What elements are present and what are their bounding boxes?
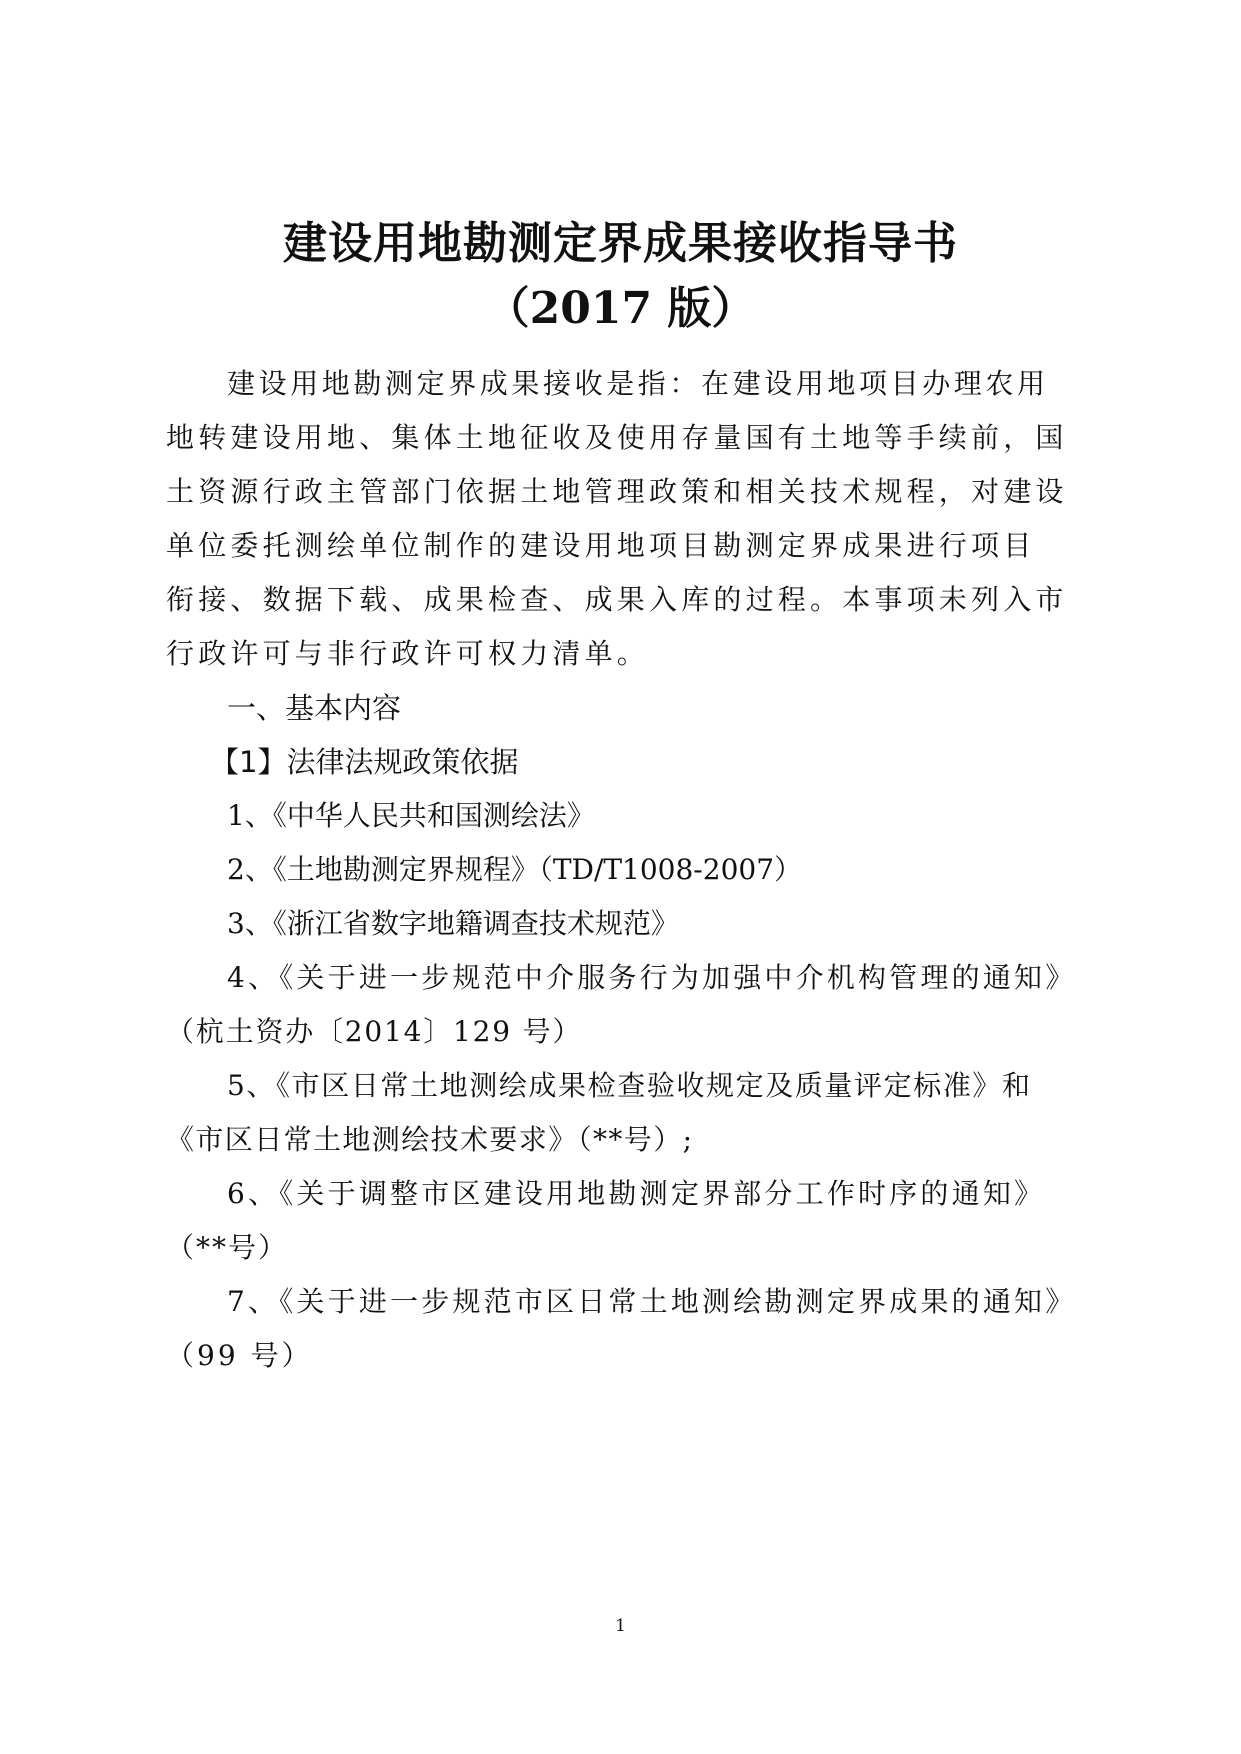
policy-item-7: 7、《关于进一步规范市区日常土地测绘勘测定界成果的通知》 [227,1285,1077,1318]
subsection-heading: 【1】法律法规政策依据 [210,745,519,779]
page-number: 1 [615,1616,626,1636]
intro-line-4: 单位委托测绘单位制作的建设用地项目勘测定界成果进行项目 [166,529,1036,562]
intro-line-6: 行政许可与非行政许可权力清单。 [166,637,650,670]
intro-line-3: 土资源行政主管部门依据土地管理政策和相关技术规程，对建设 [166,475,1068,508]
policy-item-3: 3、《浙江省数字地籍调查技术规范》 [227,907,679,940]
policy-item-4-continuation: （杭土资办〔2014〕129 号） [166,1015,583,1048]
policy-item-5: 5、《市区日常土地测绘成果检查验收规定及质量评定标准》和 [227,1069,1032,1102]
document-subtitle: （2017 版） [485,283,756,334]
policy-item-5-continuation: 《市区日常土地测绘技术要求》（**号）; [166,1123,694,1156]
policy-item-1: 1、《中华人民共和国测绘法》 [227,799,595,832]
policy-item-6-continuation: （**号） [166,1231,289,1264]
section-heading: 一、基本内容 [227,691,402,725]
policy-item-4: 4、《关于进一步规范中介服务行为加强中介机构管理的通知》 [227,961,1077,994]
policy-item-2: 2、《土地勘测定界规程》（TD/T1008-2007） [227,853,803,886]
intro-line-5: 衔接、数据下载、成果检查、成果入库的过程。本事项未列入市 [166,583,1068,616]
policy-item-6: 6、《关于调整市区建设用地勘测定界部分工作时序的通知》 [227,1177,1046,1210]
document-title: 建设用地勘测定界成果接收指导书 [283,218,958,269]
intro-line-2: 地转建设用地、集体土地征收及使用存量国有土地等手续前，国 [166,421,1068,454]
intro-line-1: 建设用地勘测定界成果接收是指：在建设用地项目办理农用 [227,367,1049,400]
policy-item-7-continuation: （99 号） [166,1339,313,1372]
